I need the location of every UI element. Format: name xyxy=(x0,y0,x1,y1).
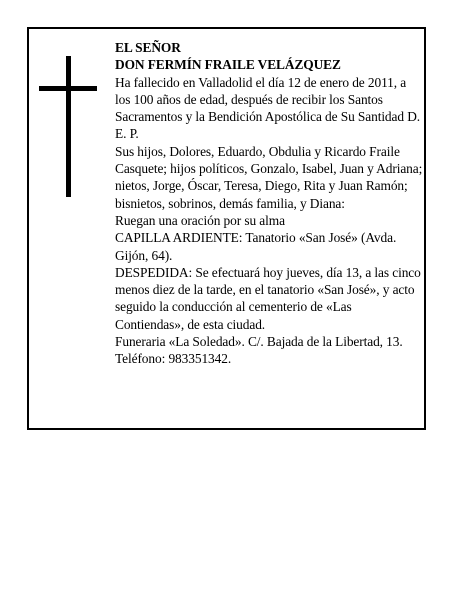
deceased-name: DON FERMÍN FRAILE VELÁZQUEZ xyxy=(115,57,341,73)
death-paragraph: Ha fallecido en Valladolid el día 12 de enero de 2011, a los 100 años de edad, después de recibir los Santos Sacramentos y la Bendición Apostólica de Su Santidad D. E. P. xyxy=(115,74,421,142)
family-paragraph: Sus hijos, Dolores, Eduardo, Obdulia y Ricardo Fraile Casquete; hijos políticos, Gonzalo, Isabel, Juan y Adriana; nietos, Jorge, Óscar, Teresa, Diego, Rita y Juan Ramón; bisnietos, sobrinos, demás familia, y Diana: xyxy=(115,143,423,211)
cross-vertical-bar xyxy=(66,56,71,197)
prayer-line: Ruegan una oración por su alma xyxy=(115,212,285,228)
chapel-paragraph: CAPILLA ARDIENTE: Tanatorio «San José» (Avda. Gijón, 64). xyxy=(115,230,397,263)
obituary-notice xyxy=(27,27,426,430)
cross-horizontal-bar xyxy=(39,86,97,91)
funeral-home-paragraph: Funeraria «La Soledad». C/. Bajada de la Libertad, 13. Teléfono: 983351342. xyxy=(115,334,403,367)
title-line: EL SEÑOR xyxy=(115,40,181,55)
obituary-text xyxy=(115,39,423,368)
cross-icon xyxy=(39,56,97,197)
farewell-paragraph: DESPEDIDA: Se efectuará hoy jueves, día 13, a las cinco menos diez de la tarde, en el tanatorio «San José», y acto seguido la conducción al cementerio de «Las Contiendas», de esta ciudad. xyxy=(115,264,421,332)
